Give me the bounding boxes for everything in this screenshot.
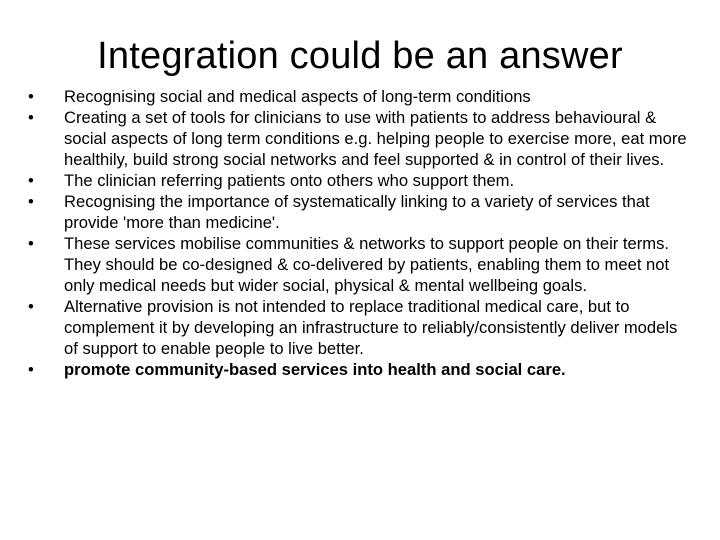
bullet-text: Recognising social and medical aspects of long-term conditions	[64, 87, 531, 106]
list-item	[28, 107, 692, 170]
bullet-list	[28, 86, 692, 380]
bullet-point-icon: •	[28, 108, 34, 127]
bullet-point-icon: •	[28, 297, 34, 316]
bullet-point-icon: •	[28, 87, 34, 106]
bullet-point-icon: •	[28, 171, 34, 190]
bullet-point-icon: •	[28, 192, 34, 211]
bullet-text: Recognising the importance of systematically linking to a variety of services that provide 'more than medicine'.	[64, 192, 650, 232]
list-item	[28, 359, 692, 380]
slide-title: Integration could be an answer	[97, 35, 623, 77]
bullet-text: These services mobilise communities & networks to support people on their terms. They should be co-designed & co-delivered by patients, enabling them to meet not only medical needs but wider social, physical & mental wellbeing goals.	[64, 234, 670, 295]
bullet-text: The clinician referring patients onto others who support them.	[64, 171, 515, 190]
list-item	[28, 86, 692, 107]
list-item	[28, 233, 692, 296]
bullet-point-icon: •	[28, 234, 34, 253]
list-item	[28, 191, 692, 233]
bullet-text: promote community-based services into health and social care.	[64, 360, 566, 379]
list-item	[28, 170, 692, 191]
bullet-point-icon: •	[28, 360, 34, 379]
bullet-text: Creating a set of tools for clinicians to use with patients to address behavioural & social aspects of long term conditions e.g. helping people to exercise more, eat more healthily, build strong social networks and feel supported & in control of their lives.	[64, 108, 687, 169]
list-item	[28, 296, 692, 359]
bullet-text: Alternative provision is not intended to replace traditional medical care, but to complement it by developing an infrastructure to reliably/consistently deliver models of support to enable people to live better.	[64, 297, 678, 358]
